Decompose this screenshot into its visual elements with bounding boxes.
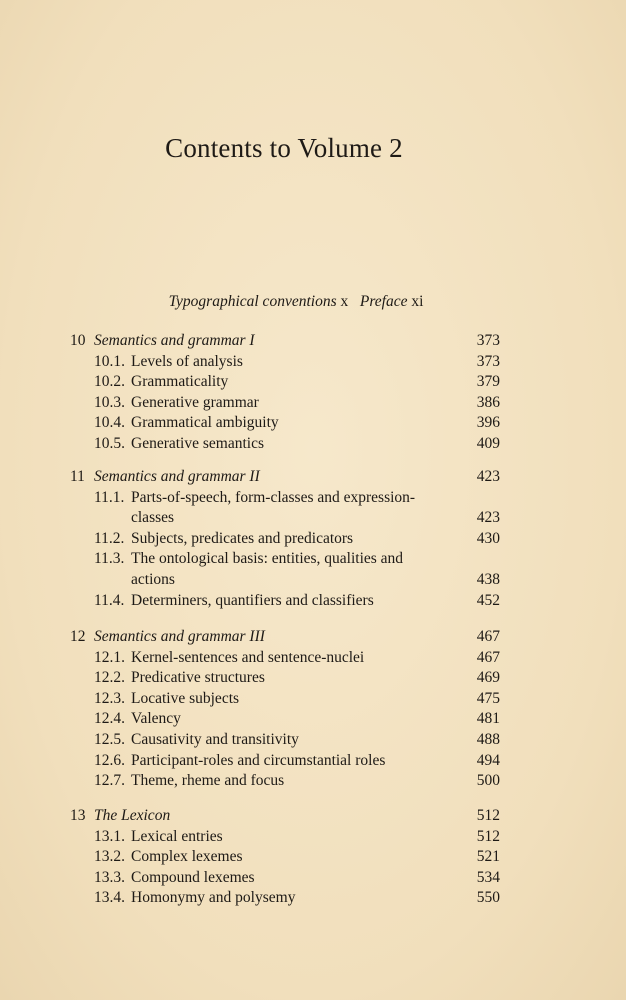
chapter-page: 423 [476, 468, 500, 485]
section-title: Grammatical ambiguity [131, 414, 279, 432]
section-number: 13.1. [94, 827, 125, 845]
section-title: Kernel-sentences and sentence-nuclei [131, 648, 365, 666]
section-title: Compound lexemes [131, 868, 255, 886]
section-title: Generative grammar [131, 393, 259, 411]
section-page: 475 [476, 689, 500, 707]
section-title: Participant-roles and circumstantial roles [131, 751, 386, 769]
section-title: Locative subjects [131, 689, 240, 707]
chapter-page: 512 [476, 807, 500, 824]
section-title: Theme, rheme and focus [131, 772, 285, 790]
section-number: 11.3. [94, 550, 125, 568]
chapter-number: 13 [70, 807, 86, 824]
section-page: 467 [476, 648, 500, 666]
preface-page: xi [411, 293, 424, 310]
section-number: 12.1. [94, 648, 125, 666]
chapter-page: 373 [476, 332, 500, 349]
section-page: 488 [476, 731, 500, 748]
chapter-number: 11 [70, 468, 85, 485]
section-page: 430 [476, 529, 500, 547]
section-number: 13.3. [94, 868, 125, 886]
section-page: 481 [476, 710, 500, 728]
front-matter-line [0, 293, 592, 311]
section-title: Homonymy and polysemy [131, 889, 296, 907]
section-number: 12.7. [94, 772, 125, 790]
chapter-title: Semantics and grammar III [94, 628, 265, 645]
section-number: 12.5. [94, 731, 125, 748]
section-page: 373 [476, 352, 500, 370]
section-page: 396 [476, 414, 500, 432]
section-page: 423 [476, 509, 500, 527]
section-page: 452 [476, 591, 500, 609]
section-title: Predicative structures [131, 669, 265, 687]
section-title: Causativity and transitivity [131, 731, 299, 748]
section-page: 512 [476, 827, 500, 845]
section-title: Complex lexemes [131, 848, 243, 866]
section-page: 521 [476, 848, 500, 866]
section-title: Levels of analysis [131, 352, 243, 370]
section-number: 12.3. [94, 689, 125, 707]
section-page: 386 [476, 393, 500, 411]
section-number: 10.1. [94, 352, 125, 370]
section-title: Lexical entries [131, 827, 223, 845]
section-title: Subjects, predicates and predicators [131, 529, 354, 547]
section-number: 10.2. [94, 373, 125, 391]
section-number: 13.2. [94, 848, 125, 866]
section-number: 13.4. [94, 889, 125, 907]
section-number: 10.3. [94, 393, 125, 411]
section-title: Generative semantics [131, 435, 264, 452]
section-number: 11.1. [94, 488, 125, 506]
section-page: 534 [476, 868, 500, 886]
section-number: 12.4. [94, 710, 125, 728]
preface-label: Preface [359, 293, 408, 310]
section-title: The ontological basis: entities, qualities and [131, 550, 404, 568]
section-number: 12.2. [94, 669, 125, 687]
chapter-title: The Lexicon [94, 807, 171, 824]
section-title: Parts-of-speech, form-classes and expression- [131, 488, 416, 506]
section-title-continuation: classes [131, 509, 175, 527]
section-page: 550 [476, 889, 500, 907]
section-page: 469 [476, 669, 500, 687]
section-title: Grammaticality [131, 373, 229, 391]
section-page: 438 [476, 571, 500, 588]
section-title: Determiners, quantifiers and classifiers [131, 591, 374, 609]
conventions-page: x [340, 293, 349, 310]
section-page: 379 [476, 373, 500, 391]
section-number: 10.4. [94, 414, 125, 432]
section-page: 500 [476, 772, 500, 790]
section-number: 11.4. [94, 591, 125, 609]
section-number: 10.5. [94, 435, 125, 452]
section-title: Valency [131, 710, 181, 728]
section-number: 11.2. [94, 529, 125, 547]
chapter-page: 467 [476, 628, 500, 645]
chapter-title: Semantics and grammar II [94, 468, 260, 485]
chapter-title: Semantics and grammar I [94, 332, 255, 349]
section-title-continuation: actions [131, 571, 175, 588]
chapter-number: 12 [70, 628, 86, 645]
conventions-label: Typographical conventions [168, 293, 337, 310]
section-page: 494 [476, 751, 500, 769]
section-number: 12.6. [94, 751, 125, 769]
page-title: Contents to Volume 2 [165, 133, 403, 163]
section-page: 409 [476, 435, 500, 452]
chapter-number: 10 [70, 332, 86, 349]
